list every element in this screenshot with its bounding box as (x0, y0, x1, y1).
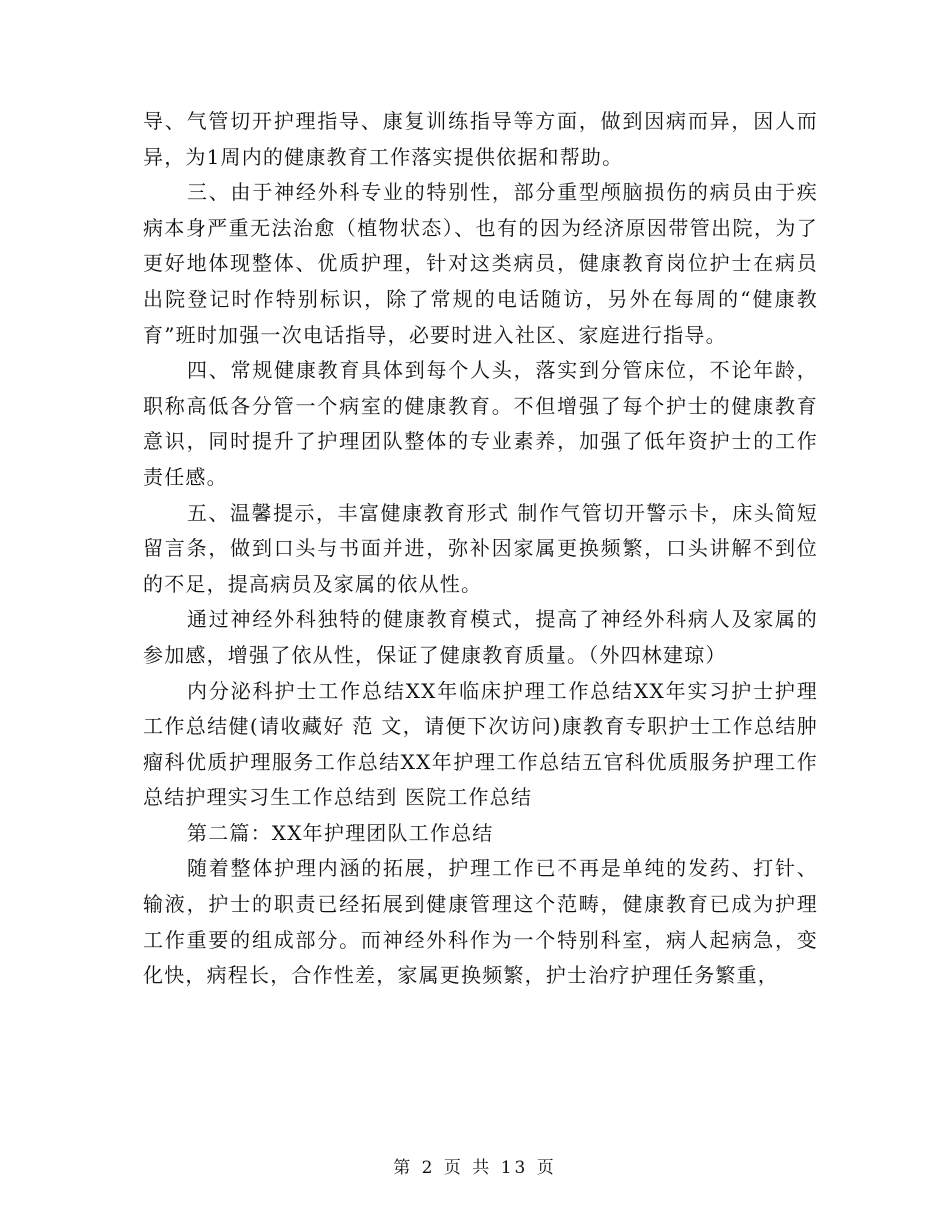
paragraph-item-three: 三、由于神经外科专业的特别性，部分重型颅脑损伤的病员由于疾病本身严重无法治愈（植物状态）、也有的因为经济原因带管出院，为了更好地体现整体、优质护理，针对这类病员，健康教育岗位护士在病员出院登记时作特别标识，除了常规的电话随访，另外在每周的“健康教育”班时加强一次电话指导，必要时进入社区、家庭进行指导。 (143, 180, 818, 347)
paragraph-related-titles: 内分泌科护士工作总结XX年临床护理工作总结XX年实习护士护理工作总结健(请收藏好 范 文，请便下次访问)康教育专职护士工作总结肿瘤科优质护理服务工作总结XX年护理工作总结五官科优质服务护理工作总结护理实习生工作总结到 医院工作总结 (143, 678, 818, 810)
document-body (143, 104, 818, 994)
paragraph-item-five: 五、温馨提示，丰富健康教育形式 制作气管切开警示卡，床头简短留言条，做到口头与书面并进，弥补因家属更换频繁，口头讲解不到位的不足，提高病员及家属的依从性。 (143, 500, 818, 596)
page-number-footer: 第 2 页 共 13 页 (393, 1158, 557, 1178)
paragraph-item-four: 四、常规健康教育具体到每个人头，落实到分管床位，不论年龄，职称高低各分管一个病室的健康教育。不但增强了每个护士的健康教育意识，同时提升了护理团队整体的专业素养，加强了低年资护士的工作责任感。 (143, 358, 818, 489)
paragraph-continuation: 导、气管切开护理指导、康复训练指导等方面，做到因病而异，因人而异，为1周内的健康教育工作落实提供依据和帮助。 (143, 109, 818, 169)
paragraph-conclusion: 通过神经外科独特的健康教育模式，提高了神经外科病人及家属的参加感，增强了依从性，保证了健康教育质量。（外四林建琼） (143, 607, 818, 667)
paragraph-section-intro: 随着整体护理内涵的拓展，护理工作已不再是单纯的发药、打针、输液，护士的职责已经拓展到健康管理这个范畴，健康教育已成为护理工作重要的组成部分。而神经外科作为一个特别科室，病人起病急，变化快，病程长，合作性差，家属更换频繁，护士治疗护理任务繁重， (143, 856, 818, 988)
section-heading: 第二篇：XX年护理团队工作总结 (187, 820, 494, 845)
